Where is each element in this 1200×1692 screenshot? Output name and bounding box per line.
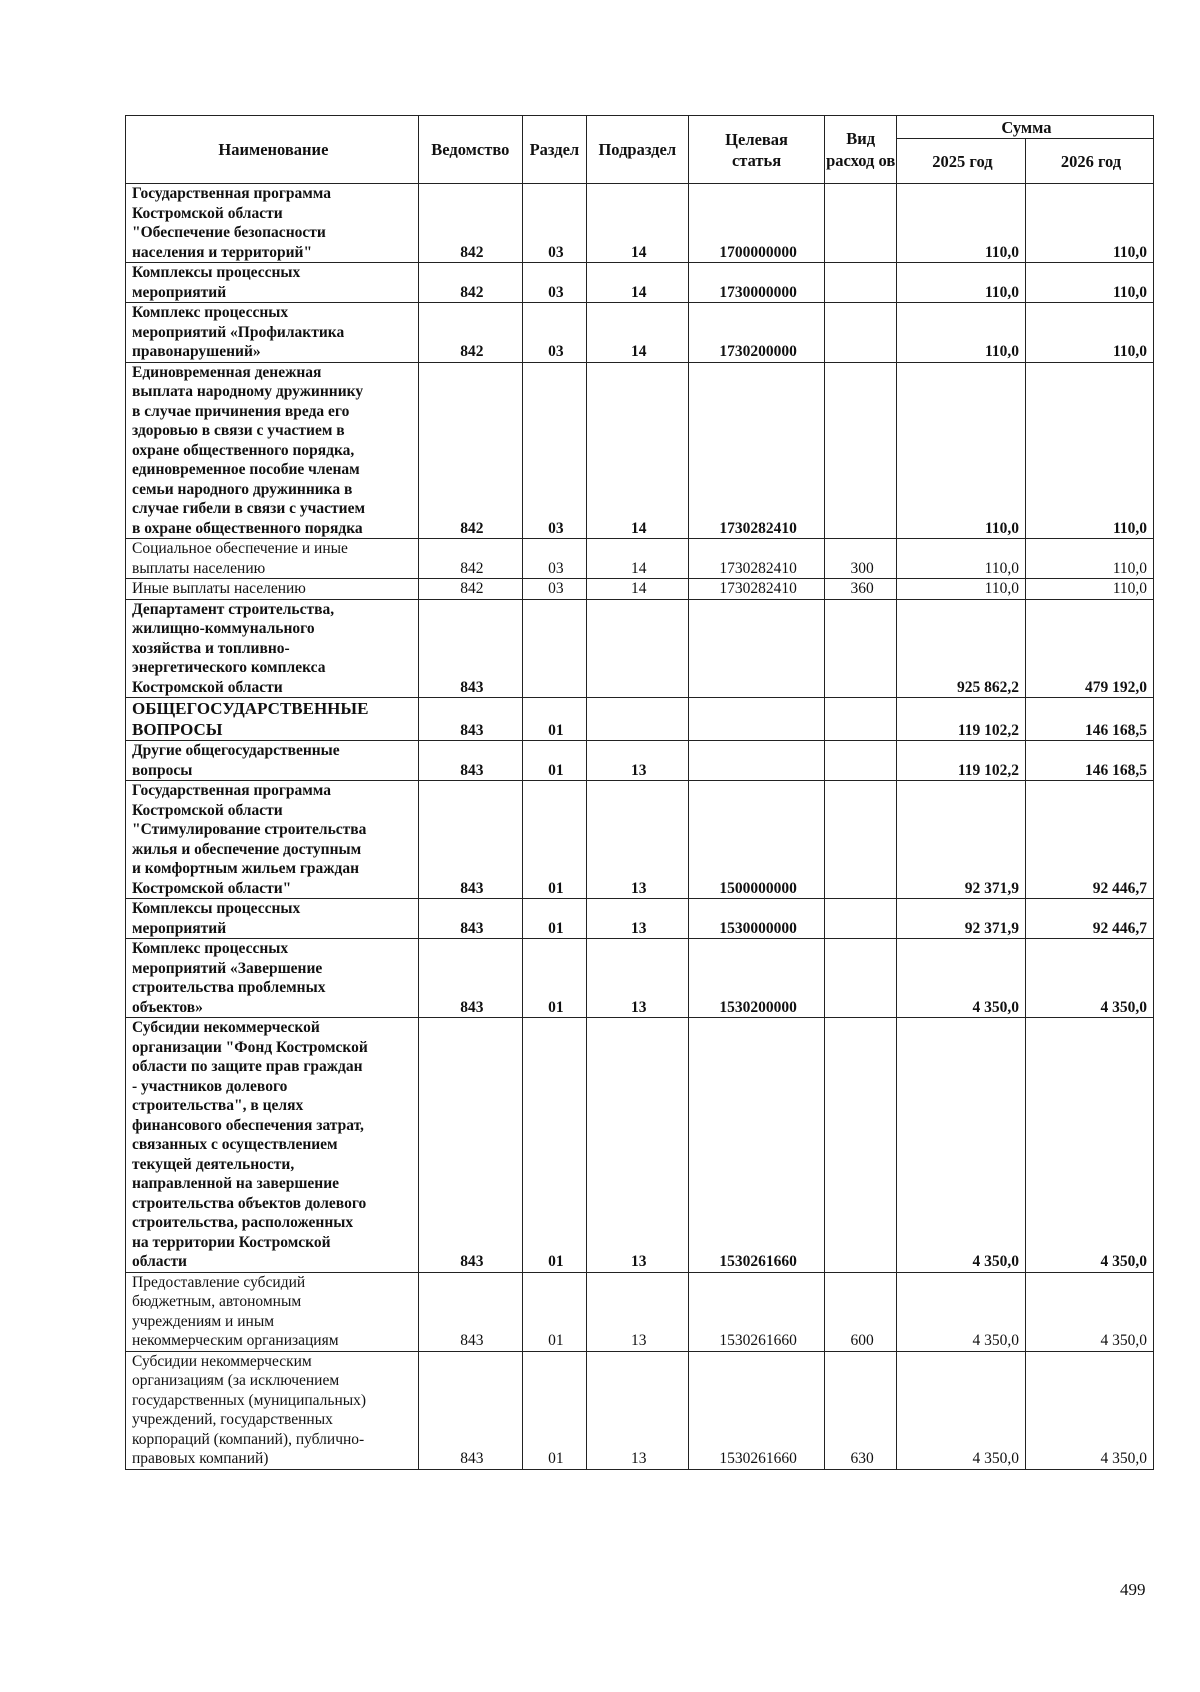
cell-razdel: 03 [522,303,586,363]
cell-razdel [522,599,586,698]
cell-name: Социальное обеспечение и иные выплаты населению [126,539,419,579]
table-row [126,1351,1154,1469]
cell-vid [825,362,897,539]
cell-vedomstvo: 843 [418,1018,522,1273]
cell-celevaya: 1730282410 [688,579,825,600]
cell-razdel: 01 [522,1351,586,1469]
cell-podrazdel: 13 [586,781,688,899]
cell-name: ОБЩЕГОСУДАРСТВЕННЫЕ ВОПРОСЫ [126,698,419,741]
cell-vid [825,303,897,363]
page-number: 499 [1120,1580,1146,1599]
cell-name: Субсидии некоммерческим организациям (за исключением государственных (муниципальных) учреждений, государственных корпораций (компаний), публично- правовых компаний) [126,1351,419,1469]
cell-sum-2025: 119 102,2 [896,698,1025,741]
cell-vedomstvo: 843 [418,741,522,781]
cell-name: Департамент строительства, жилищно-коммунального хозяйства и топливно- энергетического комплекса Костромской области [126,599,419,698]
cell-vedomstvo: 843 [418,781,522,899]
cell-sum-2025: 4 350,0 [896,939,1025,1018]
cell-vid [825,1018,897,1273]
cell-sum-2026: 110,0 [1025,263,1153,303]
cell-celevaya: 1530261660 [688,1018,825,1273]
cell-sum-2025: 110,0 [896,303,1025,363]
table-body [126,184,1154,1470]
cell-podrazdel: 14 [586,539,688,579]
cell-celevaya: 1530261660 [688,1351,825,1469]
table-row [126,579,1154,600]
table-row [126,698,1154,741]
cell-vedomstvo: 843 [418,899,522,939]
table-row [126,781,1154,899]
cell-podrazdel: 13 [586,899,688,939]
cell-vedomstvo: 842 [418,362,522,539]
header-razdel: Раздел [522,116,586,184]
cell-name: Государственная программа Костромской области "Обеспечение безопасности населения и территорий" [126,184,419,263]
cell-sum-2026: 4 350,0 [1025,1272,1153,1351]
cell-razdel: 01 [522,698,586,741]
cell-vid [825,741,897,781]
cell-vedomstvo: 842 [418,539,522,579]
cell-podrazdel: 13 [586,1351,688,1469]
cell-razdel: 01 [522,1018,586,1273]
header-podrazdel: Подраздел [586,116,688,184]
cell-vid: 300 [825,539,897,579]
cell-vedomstvo: 843 [418,1351,522,1469]
cell-podrazdel: 13 [586,1272,688,1351]
cell-celevaya [688,698,825,741]
cell-sum-2025: 119 102,2 [896,741,1025,781]
header-celevaya: Целевая статья [688,116,825,184]
cell-vedomstvo: 842 [418,303,522,363]
header-year-2026: 2026 год [1025,139,1153,184]
cell-podrazdel: 14 [586,303,688,363]
cell-vedomstvo: 843 [418,698,522,741]
cell-celevaya [688,599,825,698]
cell-celevaya: 1730200000 [688,303,825,363]
cell-razdel: 03 [522,362,586,539]
table-row [126,1272,1154,1351]
cell-vid: 600 [825,1272,897,1351]
cell-celevaya: 1530200000 [688,939,825,1018]
cell-vid [825,184,897,263]
cell-sum-2025: 92 371,9 [896,781,1025,899]
cell-name: Комплексы процессных мероприятий [126,899,419,939]
cell-sum-2025: 110,0 [896,579,1025,600]
table-row [126,899,1154,939]
cell-podrazdel [586,698,688,741]
cell-name: Комплекс процессных мероприятий «Завершение строительства проблемных объектов» [126,939,419,1018]
cell-celevaya: 1530000000 [688,899,825,939]
cell-name: Другие общегосударственные вопросы [126,741,419,781]
table-row [126,539,1154,579]
cell-razdel: 01 [522,939,586,1018]
cell-sum-2025: 92 371,9 [896,899,1025,939]
cell-sum-2026: 92 446,7 [1025,781,1153,899]
cell-sum-2025: 4 350,0 [896,1018,1025,1273]
cell-sum-2026: 92 446,7 [1025,899,1153,939]
cell-sum-2026: 146 168,5 [1025,741,1153,781]
cell-vid [825,698,897,741]
cell-vedomstvo: 843 [418,1272,522,1351]
cell-sum-2026: 4 350,0 [1025,1018,1153,1273]
cell-vid [825,781,897,899]
cell-sum-2025: 110,0 [896,539,1025,579]
cell-vid [825,263,897,303]
cell-vid [825,599,897,698]
cell-name: Государственная программа Костромской области "Стимулирование строительства жилья и обеспечение доступным и комфортным жильем граждан Костромской области" [126,781,419,899]
cell-podrazdel: 13 [586,1018,688,1273]
header-summa: Сумма [896,116,1153,139]
cell-sum-2025: 925 862,2 [896,599,1025,698]
cell-vid [825,899,897,939]
cell-vedomstvo: 843 [418,599,522,698]
cell-name: Единовременная денежная выплата народному дружиннику в случае причинения вреда его здоровью в связи с участием в охране общественного порядка, единовременное пособие членам семьи народного дружинника в случае гибели в связи с участием в охране общественного порядка [126,362,419,539]
cell-celevaya: 1730282410 [688,362,825,539]
table-row [126,263,1154,303]
table-row [126,362,1154,539]
header-vid: Вид расход ов [825,116,897,184]
budget-table [125,115,1154,1470]
cell-sum-2026: 4 350,0 [1025,939,1153,1018]
cell-sum-2025: 110,0 [896,362,1025,539]
cell-podrazdel: 14 [586,184,688,263]
cell-celevaya: 1700000000 [688,184,825,263]
table-row [126,599,1154,698]
table-row [126,303,1154,363]
cell-vedomstvo: 842 [418,184,522,263]
cell-podrazdel: 13 [586,939,688,1018]
table-row [126,184,1154,263]
cell-razdel: 01 [522,1272,586,1351]
cell-razdel: 03 [522,579,586,600]
cell-sum-2025: 110,0 [896,263,1025,303]
cell-sum-2025: 4 350,0 [896,1351,1025,1469]
cell-vedomstvo: 843 [418,939,522,1018]
cell-vedomstvo: 842 [418,579,522,600]
cell-razdel: 01 [522,781,586,899]
cell-celevaya [688,741,825,781]
cell-celevaya: 1730282410 [688,539,825,579]
table-row [126,741,1154,781]
cell-name: Иные выплаты населению [126,579,419,600]
table-row [126,1018,1154,1273]
cell-podrazdel: 13 [586,741,688,781]
cell-celevaya: 1730000000 [688,263,825,303]
cell-name: Субсидии некоммерческой организации "Фонд Костромской области по защите прав граждан - участников долевого строительства", в целях финансового обеспечения затрат, связанных с осуществлением текущей деятельности, направленной на завершение строительства объектов долевого строительства, расположенных на территории Костромской области [126,1018,419,1273]
header-name: Наименование [126,116,419,184]
cell-sum-2025: 110,0 [896,184,1025,263]
cell-vid [825,939,897,1018]
cell-razdel: 03 [522,184,586,263]
cell-sum-2026: 110,0 [1025,362,1153,539]
header-year-2025: 2025 год [896,139,1025,184]
cell-vid: 360 [825,579,897,600]
cell-sum-2026: 146 168,5 [1025,698,1153,741]
table-row [126,939,1154,1018]
cell-podrazdel: 14 [586,362,688,539]
cell-podrazdel: 14 [586,579,688,600]
cell-vedomstvo: 842 [418,263,522,303]
cell-sum-2025: 4 350,0 [896,1272,1025,1351]
cell-razdel: 01 [522,899,586,939]
cell-podrazdel: 14 [586,263,688,303]
cell-razdel: 01 [522,741,586,781]
cell-vid: 630 [825,1351,897,1469]
cell-sum-2026: 479 192,0 [1025,599,1153,698]
cell-sum-2026: 110,0 [1025,539,1153,579]
cell-celevaya: 1500000000 [688,781,825,899]
cell-name: Комплекс процессных мероприятий «Профилактика правонарушений» [126,303,419,363]
cell-razdel: 03 [522,539,586,579]
budget-table-sheet [125,115,1154,1470]
cell-sum-2026: 4 350,0 [1025,1351,1153,1469]
cell-celevaya: 1530261660 [688,1272,825,1351]
header-vedomstvo: Ведомство [418,116,522,184]
cell-podrazdel [586,599,688,698]
cell-sum-2026: 110,0 [1025,184,1153,263]
cell-razdel: 03 [522,263,586,303]
cell-sum-2026: 110,0 [1025,303,1153,363]
cell-sum-2026: 110,0 [1025,579,1153,600]
cell-name: Предоставление субсидий бюджетным, автономным учреждениям и иным некоммерческим организациям [126,1272,419,1351]
cell-name: Комплексы процессных мероприятий [126,263,419,303]
